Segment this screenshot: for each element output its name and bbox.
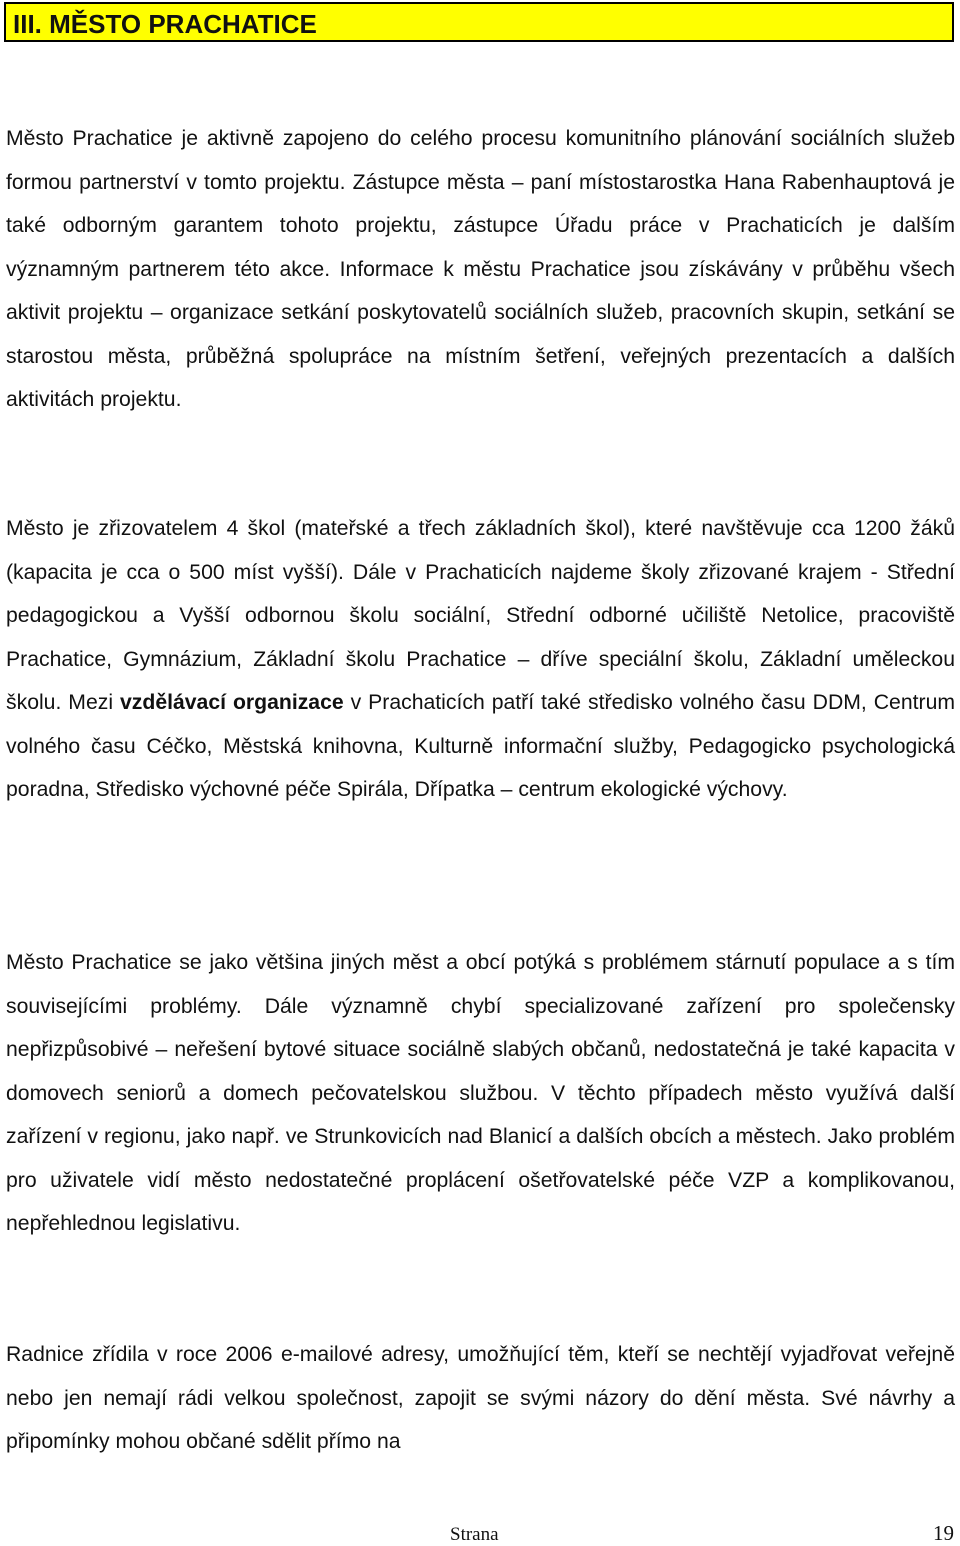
paragraph-schools-bold: vzdělávací organizace <box>120 691 344 714</box>
paragraph-email-addresses: Radnice zřídila v roce 2006 e-mailové adresy, umožňující těm, kteří se nechtějí vyjadřovat veřejně nebo jen nemají rádi velkou společnost, zapojit se svými názory do dění města. Své návrhy a připomínky mohou občané sdělit přímo na <box>6 1343 955 1453</box>
section-heading-box <box>4 2 954 42</box>
page-number: 19 <box>933 1521 954 1545</box>
paragraph-schools <box>6 507 955 812</box>
page-footer-label: Strana <box>450 1524 499 1545</box>
paragraph-aging-population: Město Prachatice se jako většina jiných měst a obcí potýká s problémem stárnutí populace a s tím souvisejícími problémy. Dále významně chybí specializované zařízení pro společensky nepřizpůsobivé – neřešení bytové situace sociálně slabých občanů, nedostatečná je také kapacita v domovech seniorů a domech pečovatelskou službou. V těchto případech město využívá další zařízení v regionu, jako např. ve Strunkovicích nad Blanicí a dalších obcích a městech. Jako problém pro uživatele vidí město nedostatečné proplácení ošetřovatelské péče VZP a komplikovanou, nepřehlednou legislativu. <box>6 951 955 1235</box>
paragraph-city-involvement: Město Prachatice je aktivně zapojeno do celého procesu komunitního plánování sociálních služeb formou partnerství v tomto projektu. Zástupce města – paní místostarostka Hana Rabenhauptová je také odborným garantem tohoto projektu, zástupce Úřadu práce v Prachaticích je dalším významným partnerem této akce. Informace k městu Prachatice jsou získávány v průběhu všech aktivit projektu – organizace setkání poskytovatelů sociálních služeb, pracovních skupin, setkání se starostou města, průběžná spolupráce na místním šetření, veřejných prezentacích a dalších aktivitách projektu. <box>6 127 955 411</box>
paragraph-schools-text: Město je zřizovatelem 4 škol (mateřské a třech základních škol), které navštěvuje cca 1200 žáků (kapacita je cca o 500 míst vyšší). Dále v Prachaticích najdeme školy zřizované krajem - Střední pedagogickou a Vyšší odbornou školu sociální, Střední odborné učiliště Netolice, pracoviště Prachatice, Gymnázium, Základní školu Prachatice – dříve speciální školu, Základní uměleckou školu. Mezi <box>6 517 955 714</box>
paragraph-schools-text-end: v Prachaticích patří také středisko volného času DDM, Centrum volného času Céčko, Městská knihovna, Kulturně informační služby, Pedagogicko psychologická poradna, Středisko výchovné péče Spirála, Dřípatka – centrum ekologické výchovy. <box>6 691 955 801</box>
section-heading: III. MĚSTO PRACHATICE <box>13 9 317 39</box>
